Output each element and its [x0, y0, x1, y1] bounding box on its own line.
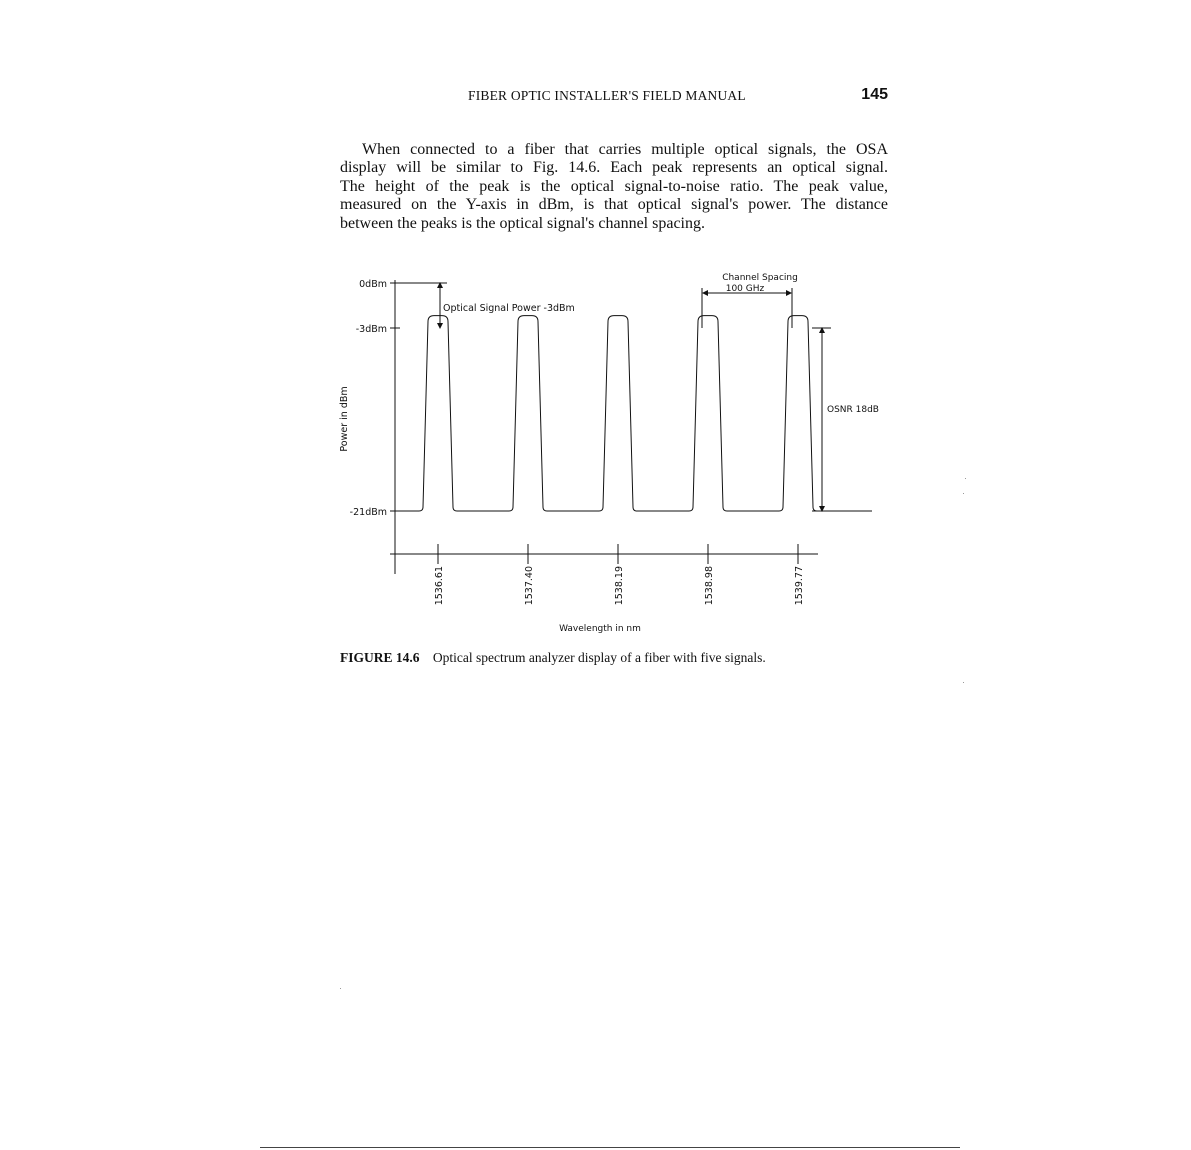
x-tick-label: 1536.61: [434, 566, 445, 606]
signal-peak: [513, 316, 547, 511]
channel-spacing-value: 100 GHz: [725, 284, 765, 294]
footer-rule: [260, 1147, 960, 1148]
scan-speck: [340, 988, 341, 989]
y-tick-label-0dbm: 0dBm: [359, 279, 387, 290]
y-axis-label: Power in dBm: [339, 386, 350, 452]
noise-floor-segment: [727, 507, 783, 511]
scan-speck: [965, 478, 966, 479]
scan-speck: [963, 493, 964, 494]
page-number: 145: [861, 86, 888, 103]
page-header: [340, 86, 888, 108]
signal-power-annotation: Optical Signal Power -3dBm: [443, 303, 575, 314]
y-tick-label-minus3dbm: -3dBm: [355, 324, 387, 335]
scan-speck: [963, 682, 964, 683]
paragraph-line: between the peaks is the optical signal's channel spacing.: [340, 214, 705, 232]
signal-peak: [423, 316, 457, 511]
x-axis-label: Wavelength in nm: [559, 624, 641, 634]
caption-text: Optical spectrum analyzer display of a fiber with five signals.: [432, 650, 766, 665]
noise-floor-segment: [457, 507, 513, 511]
osa-figure: [330, 262, 890, 642]
signal-peak: [693, 316, 727, 511]
x-ticks: [434, 544, 805, 605]
y-tick-label-minus21dbm: -21dBm: [349, 507, 387, 518]
x-tick-label: 1537.40: [524, 566, 535, 606]
noise-floor-segment: [395, 507, 423, 511]
caption-label: FIGURE 14.6: [340, 650, 420, 665]
running-title: FIBER OPTIC INSTALLER'S FIELD MANUAL: [468, 88, 746, 103]
x-tick-label: 1539.77: [794, 566, 805, 606]
paragraph-line: The height of the peak is the optical signal-to-noise ratio. The peak value,: [340, 177, 888, 195]
paragraph-line: display will be similar to Fig. 14.6. Each peak represents an optical signal.: [340, 159, 888, 177]
signal-peak: [603, 316, 637, 511]
spectrum-trace: [395, 316, 817, 511]
noise-floor-segment: [637, 507, 693, 511]
osnr-annotation: OSNR 18dB: [827, 405, 879, 415]
paragraph-line: When connected to a fiber that carries multiple optical signals, the OSA: [362, 141, 888, 158]
osa-chart: [330, 262, 890, 642]
body-paragraph: [340, 141, 888, 233]
noise-floor-segment: [547, 507, 603, 511]
signal-peak: [783, 316, 817, 511]
x-tick-label: 1538.98: [704, 566, 715, 606]
x-tick-label: 1538.19: [614, 566, 625, 606]
channel-spacing-title: Channel Spacing: [722, 273, 798, 283]
paragraph-line: measured on the Y-axis in dBm, is that optical signal's power. The distance: [340, 196, 888, 214]
figure-caption: [340, 650, 888, 666]
